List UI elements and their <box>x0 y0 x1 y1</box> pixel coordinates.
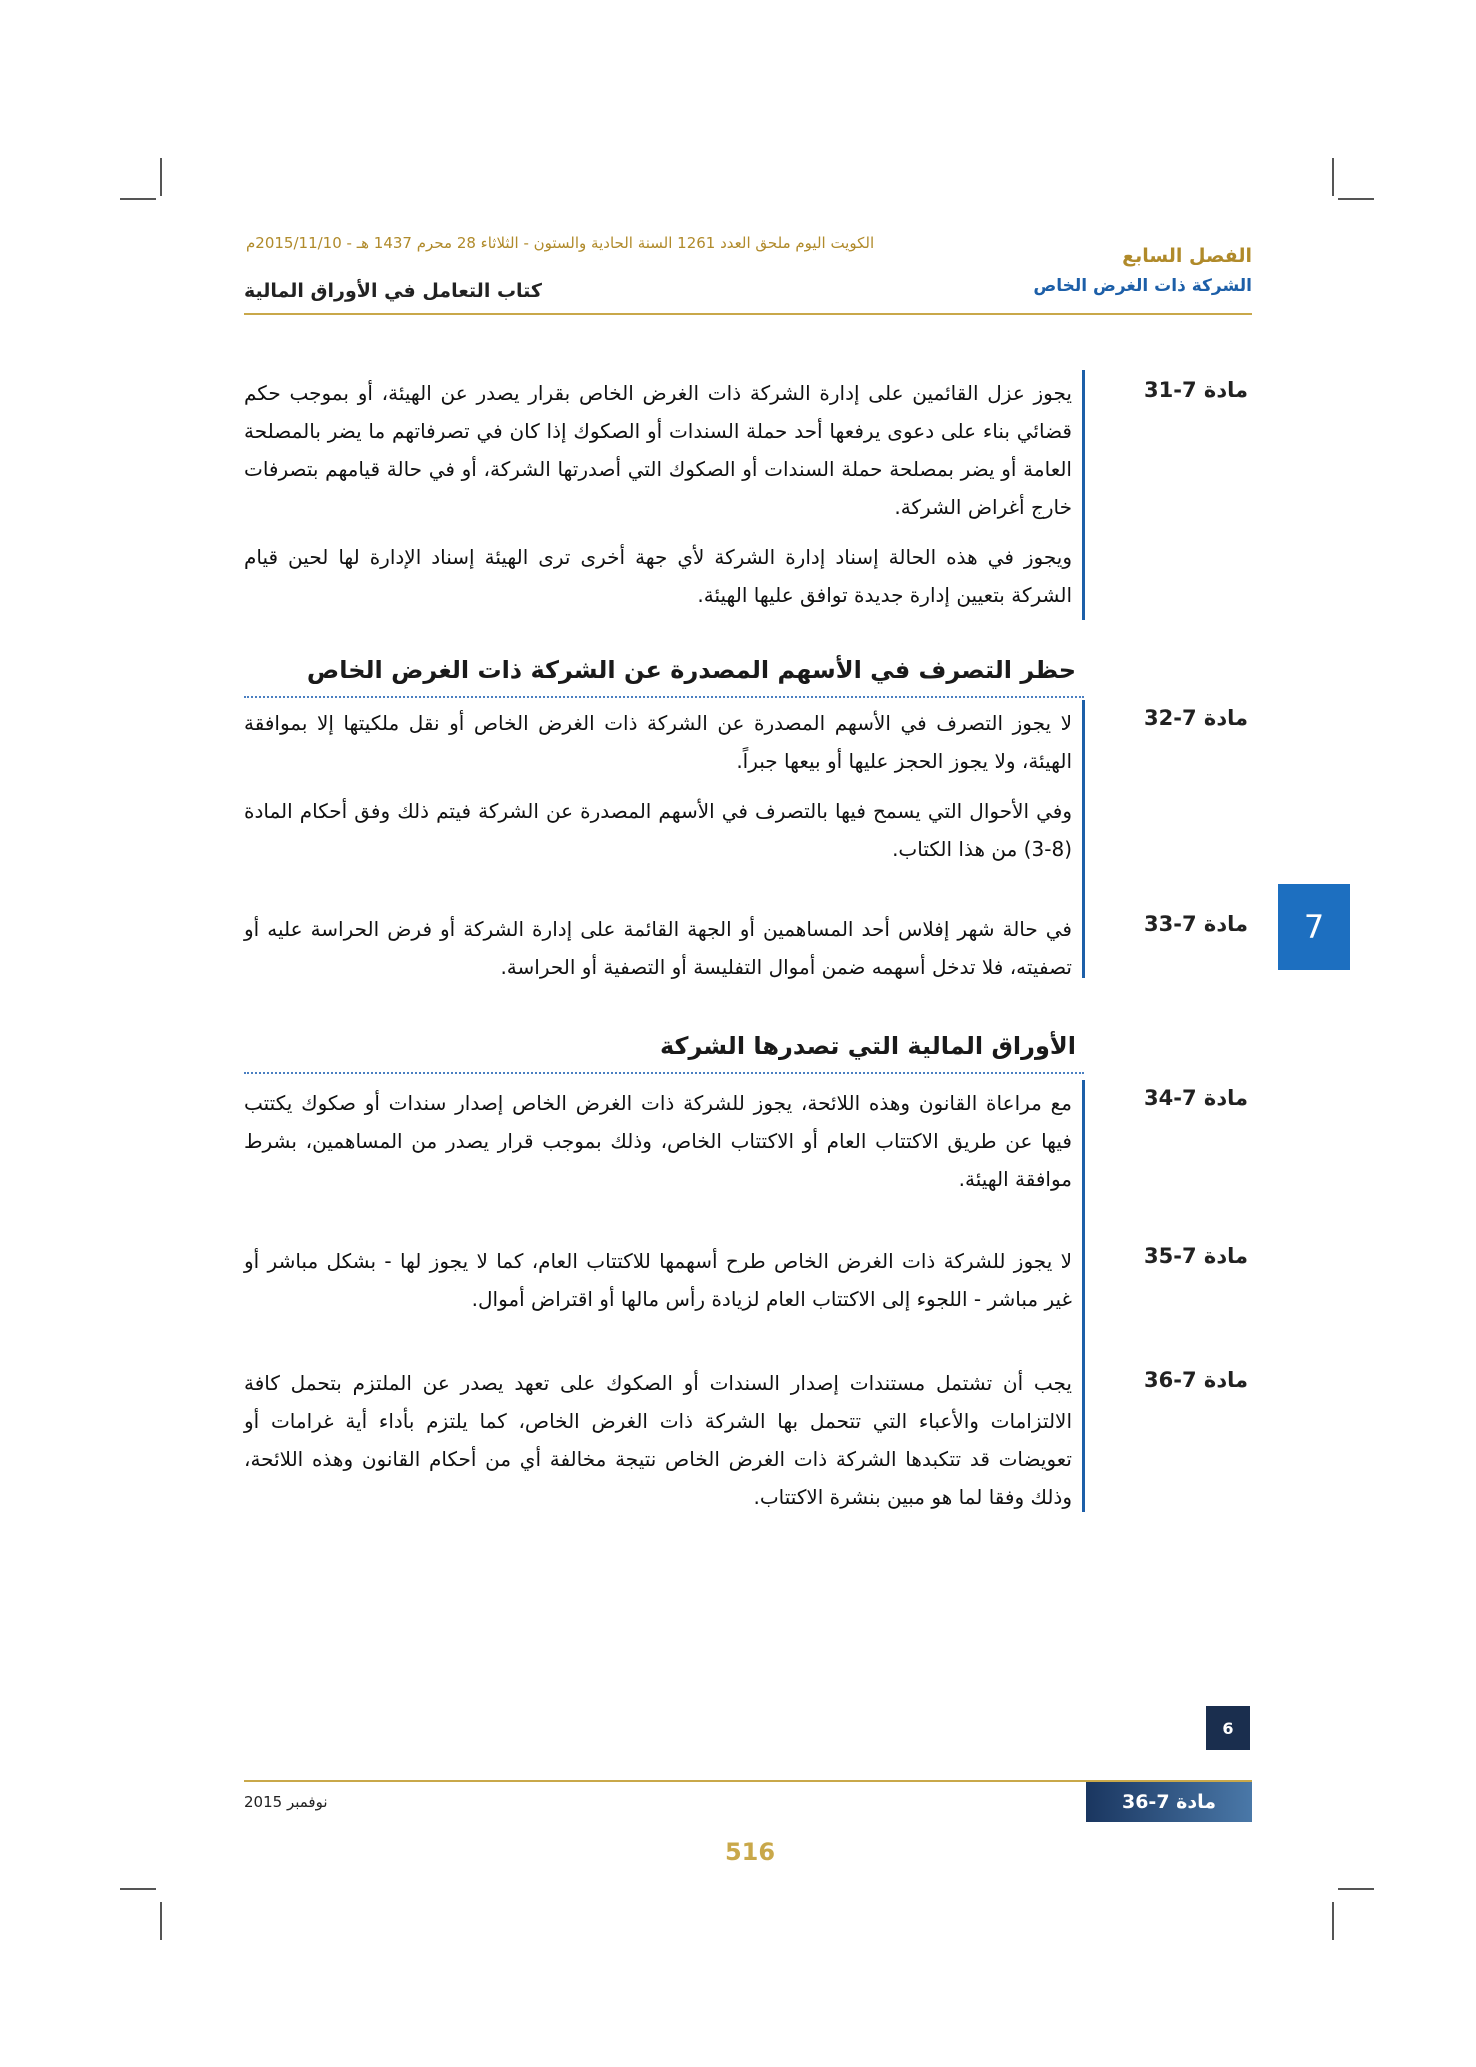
article-text-31 <box>244 374 1072 626</box>
article-text-33 <box>244 910 1072 998</box>
article-label-34: مادة 7-34 <box>1144 1086 1248 1110</box>
crop-mark <box>1338 1888 1374 1890</box>
article-paragraph: يجوز عزل القائمين على إدارة الشركة ذات الغرض الخاص بقرار يصدر عن الهيئة، أو بموجب حكم قضائي بناء على دعوى يرفعها أحد حملة السندات أو الصكوك إذا كان في تصرفاتهم ما يضر بالمصلحة العامة أو يضر بمصلحة حملة السندات أو الصكوك التي أصدرتها الشركة، أو في حالة قيامهم بتصرفات خارج أغراض الشركة. <box>244 381 1072 519</box>
article-paragraph: وفي الأحوال التي يسمح فيها بالتصرف في الأسهم المصدرة عن الشركة فيتم ذلك وفق أحكام المادة (8-3) من هذا الكتاب. <box>244 799 1072 861</box>
article-label-32: مادة 7-32 <box>1144 706 1248 730</box>
section-title: الشركة ذات الغرض الخاص <box>1033 276 1252 296</box>
crop-mark <box>160 158 162 196</box>
crop-mark <box>1338 198 1374 200</box>
header-rule <box>244 313 1252 315</box>
article-label-36: مادة 7-36 <box>1144 1368 1248 1392</box>
article-label-31: مادة 7-31 <box>1144 378 1248 402</box>
article-text-35 <box>244 1242 1072 1330</box>
article-text-34 <box>244 1084 1072 1210</box>
article-paragraph: يجب أن تشتمل مستندات إصدار السندات أو الصكوك على تعهد يصدر عن الملتزم بتحمل كافة الالتزامات والأعباء التي تتحمل بها الشركة ذات الغرض الخاص، كما يلتزم بأداء أية غرامات أو تعويضات قد تتكبدها الشركة ذات الغرض الخاص نتيجة مخالفة أي من أحكام القانون وهذه اللائحة، وذلك وفقا لما هو مبين بنشرة الاكتتاب. <box>244 1371 1072 1509</box>
chapter-title: الفصل السابع <box>1122 245 1252 267</box>
article-label-35: مادة 7-35 <box>1144 1244 1248 1268</box>
article-rule <box>1082 1080 1085 1512</box>
chapter-tab: 7 <box>1278 884 1350 970</box>
footer-article-range: مادة 7-36 <box>1086 1782 1252 1822</box>
crop-mark <box>120 1888 156 1890</box>
article-paragraph: لا يجوز للشركة ذات الغرض الخاص طرح أسهمها للاكتتاب العام، كما لا يجوز لها - بشكل مباشر أو غير مباشر - اللجوء إلى الاكتتاب العام لزيادة رأس مالها أو اقتراض أموال. <box>244 1249 1072 1311</box>
crop-mark <box>160 1902 162 1940</box>
article-rule <box>1082 370 1085 620</box>
heading-divider <box>244 696 1084 698</box>
article-text-32 <box>244 704 1072 880</box>
crop-mark <box>1332 1902 1334 1940</box>
footer-date: نوفمبر 2015 <box>244 1793 328 1811</box>
crop-mark <box>1332 158 1334 196</box>
section-heading: حظر التصرف في الأسهم المصدرة عن الشركة ذات الغرض الخاص <box>306 656 1076 684</box>
page-index-box: 6 <box>1206 1706 1250 1750</box>
article-label-33: مادة 7-33 <box>1144 912 1248 936</box>
crop-mark <box>120 198 156 200</box>
article-paragraph: في حالة شهر إفلاس أحد المساهمين أو الجهة القائمة على إدارة الشركة أو فرض الحراسة عليه أو تصفيته، فلا تدخل أسهمه ضمن أموال التفليسة أو التصفية أو الحراسة. <box>244 917 1072 979</box>
section-heading: الأوراق المالية التي تصدرها الشركة <box>659 1032 1076 1060</box>
article-rule <box>1082 700 1085 978</box>
article-paragraph: لا يجوز التصرف في الأسهم المصدرة عن الشركة ذات الغرض الخاص أو نقل ملكيتها إلا بموافقة الهيئة، ولا يجوز الحجز عليها أو بيعها جبراً. <box>244 711 1072 773</box>
page-number: 516 <box>724 1838 776 1866</box>
article-paragraph: مع مراعاة القانون وهذه اللائحة، يجوز للشركة ذات الغرض الخاص إصدار سندات أو صكوك يكتتب فيها عن طريق الاكتتاب العام أو الاكتتاب الخاص، وذلك بموجب قرار يصدر من المساهمين، بشرط موافقة الهيئة. <box>244 1091 1072 1191</box>
article-paragraph: ويجوز في هذه الحالة إسناد إدارة الشركة لأي جهة أخرى ترى الهيئة إسناد الإدارة لها لحين قيام الشركة بتعيين إدارة جديدة توافق عليها الهيئة. <box>244 545 1072 607</box>
gazette-meta: الكويت اليوم ملحق العدد 1261 السنة الحادية والستون - الثلاثاء 28 محرم 1437 هـ - 2015/11/10م <box>246 234 875 252</box>
heading-divider <box>244 1072 1084 1074</box>
article-text-36 <box>244 1364 1072 1528</box>
book-title: كتاب التعامل في الأوراق المالية <box>244 280 542 302</box>
